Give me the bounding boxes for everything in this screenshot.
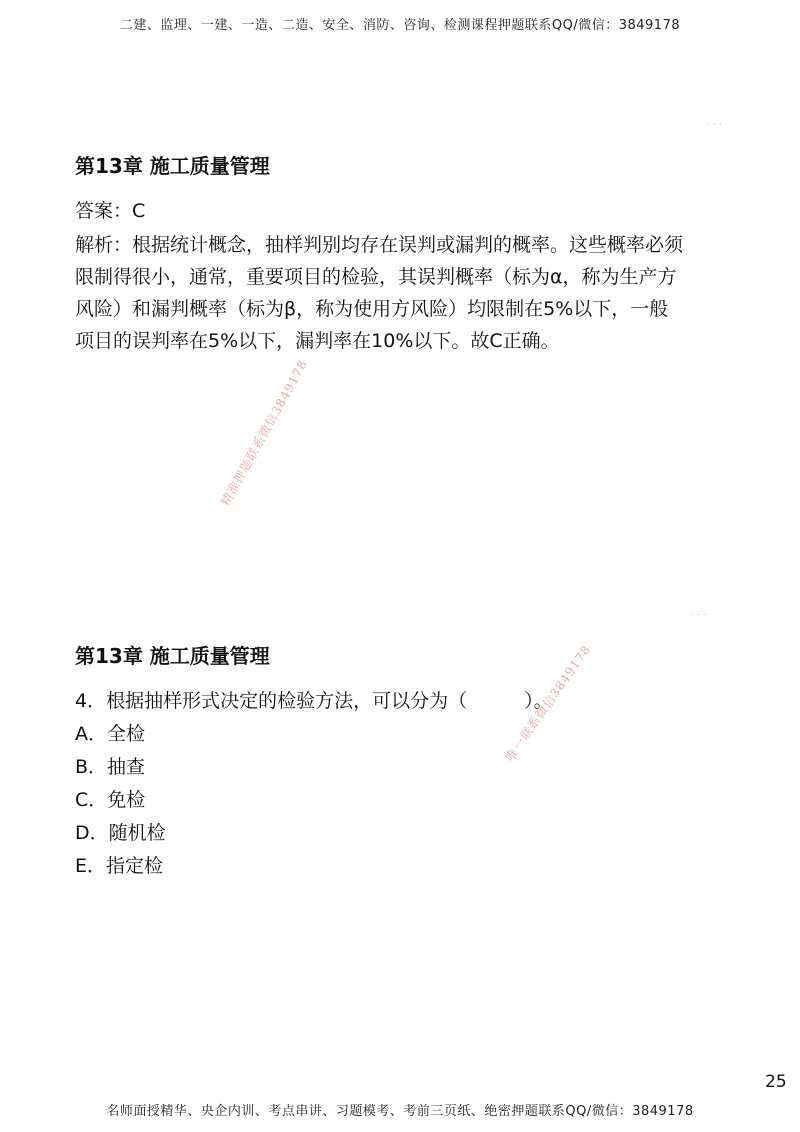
scan-marks: · · · (690, 610, 706, 621)
watermark: 唯一联系微信3849178 (502, 642, 594, 764)
scan-marks: · · · (706, 120, 722, 131)
analysis-line: 限制得很小，通常，重要项目的检验，其误判概率（标为α，称为生产方 (75, 266, 677, 288)
chapter-title: 第13章 施工质量管理 (75, 154, 270, 178)
analysis-line: 风险）和漏判概率（标为β，称为使用方风险）均限制在5%以下，一般 (75, 298, 669, 320)
chapter-title: 第13章 施工质量管理 (75, 644, 270, 668)
question-text: 4．根据抽样形式决定的检验方法，可以分为（ ）。 (75, 690, 553, 712)
option-a: A．全检 (75, 723, 145, 745)
analysis-line: 解析：根据统计概念，抽样判别均存在误判或漏判的概率。这些概率必须 (75, 234, 684, 256)
option-c: C．免检 (75, 789, 146, 811)
page-header: 二建、监理、一建、一造、二造、安全、消防、咨询、检测课程押题联系QQ/微信：3849178 (119, 18, 681, 33)
option-e: E．指定检 (75, 855, 164, 877)
answer-line: 答案：C (75, 200, 146, 222)
option-d: D．随机检 (75, 822, 166, 844)
analysis-line: 项目的误判率在5%以下，漏判率在10%以下。故C正确。 (75, 330, 560, 352)
page-number: 25 (765, 1072, 787, 1092)
option-b: B．抽查 (75, 756, 146, 778)
page-footer: 名师面授精华、央企内训、考点串讲、习题模考、考前三页纸、绝密押题联系QQ/微信：3849178 (106, 1104, 694, 1119)
watermark: 精准押题联系微信3849178 (218, 357, 311, 509)
